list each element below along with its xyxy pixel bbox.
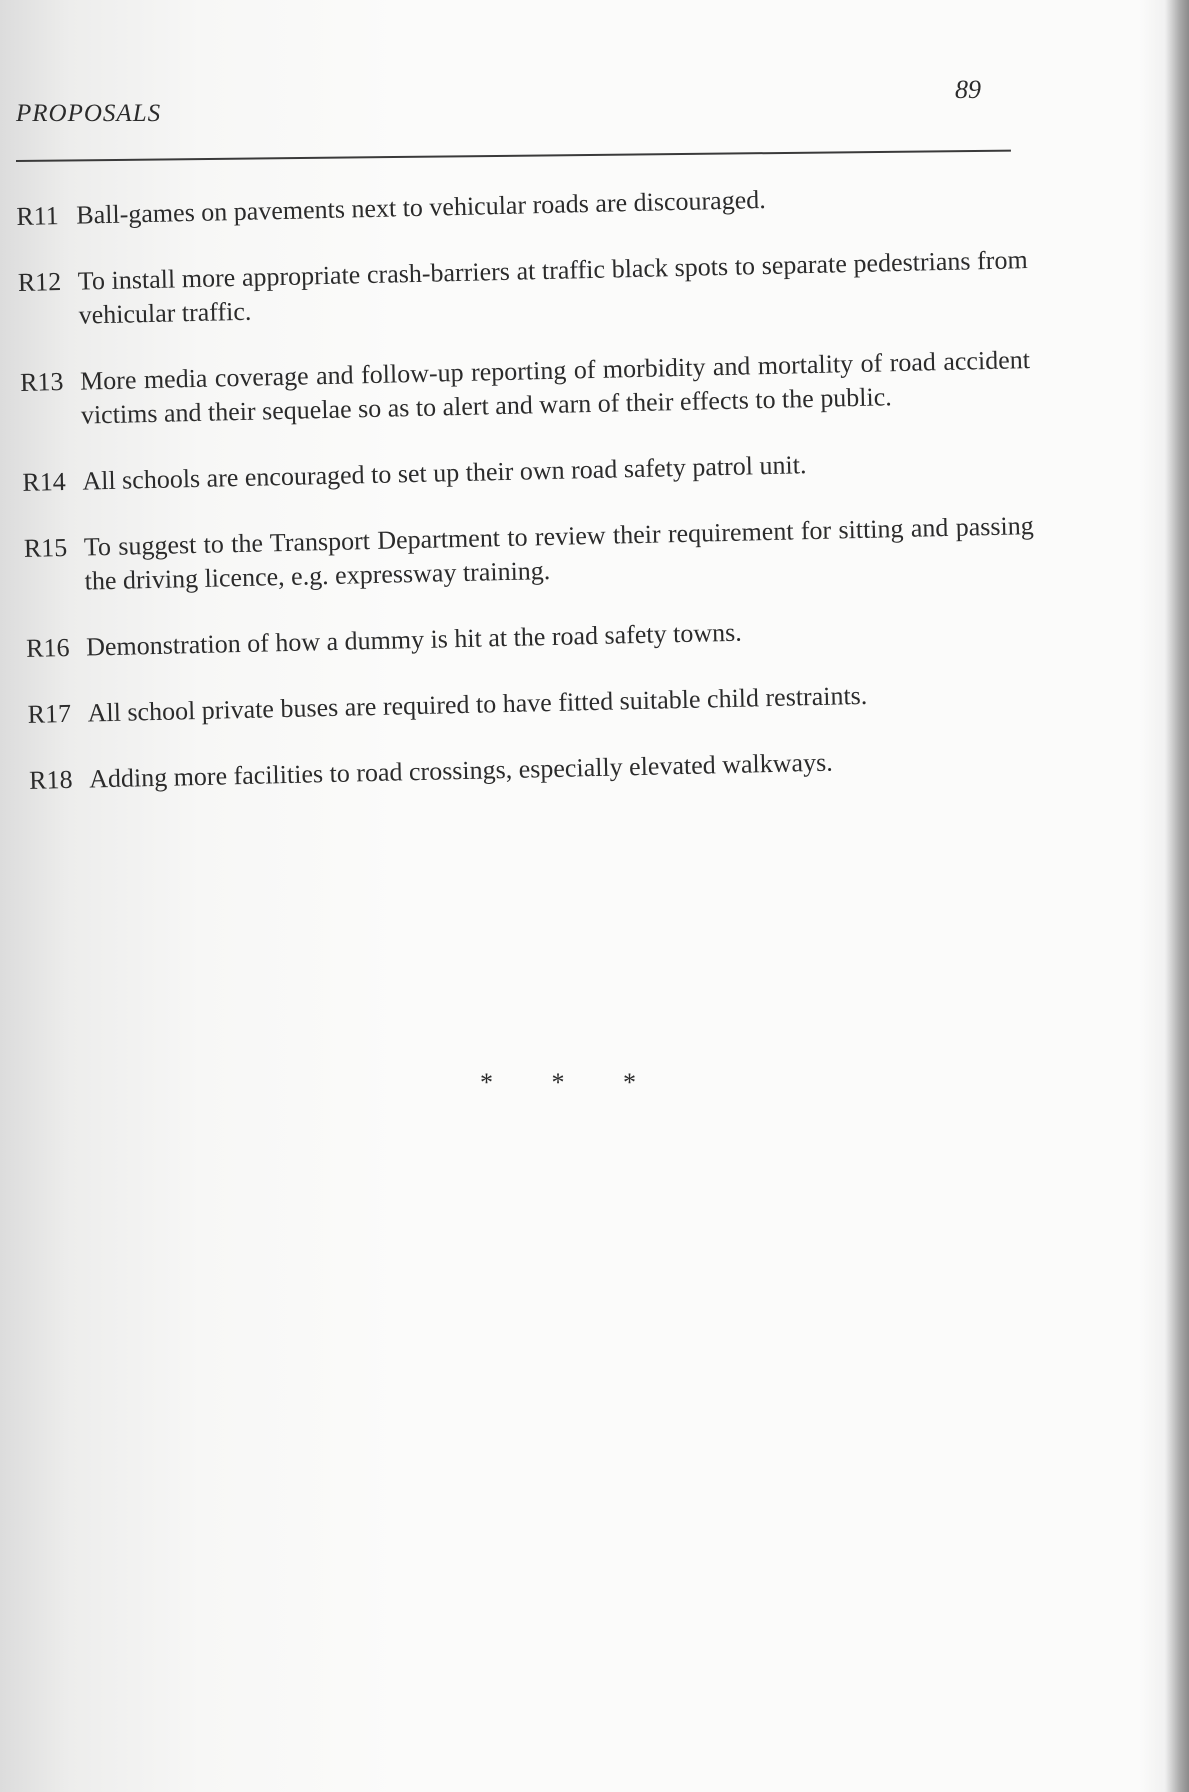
recommendation-id: R14: [22, 466, 67, 497]
header-rule: [16, 150, 1011, 162]
recommendation-item: [29, 740, 1060, 797]
recommendation-text: More media coverage and follow-up reporting of morbidity and mortality of road accident victims and their sequelae so as to alert and warn of their effects to the public.: [79, 345, 1031, 430]
running-head: PROPOSALS: [16, 100, 162, 127]
recommendation-item: [17, 243, 1048, 334]
recommendation-item: [27, 675, 1058, 732]
page-header: [16, 70, 1011, 170]
recommendation-text: All school private buses are required to have fitted suitable child restraints.: [87, 680, 868, 728]
recommendation-id: R17: [27, 698, 72, 729]
recommendation-list: [16, 177, 1060, 830]
recommendation-item: [22, 443, 1053, 500]
recommendation-text: Adding more facilities to road crossings, especially elevated walkways.: [88, 747, 833, 794]
recommendation-item: [26, 609, 1057, 666]
recommendation-text: To install more appropriate crash-barriers at traffic black spots to separate pedestrians from vehicular traffic.: [77, 245, 1028, 330]
recommendation-id: R18: [28, 764, 73, 795]
recommendation-item: [24, 509, 1055, 600]
page-number: 89: [955, 75, 981, 104]
recommendation-text: Ball-games on pavements next to vehicular roads are discouraged.: [76, 184, 766, 230]
recommendation-id: R13: [19, 366, 64, 397]
recommendation-text: To suggest to the Transport Department to review their requirement for sitting and passing the driving licence, e.g. expressway training.: [83, 510, 1034, 596]
recommendation-id: R11: [16, 201, 60, 231]
recommendation-text: Demonstration of how a dummy is hit at the road safety towns.: [85, 617, 742, 662]
recommendation-id: R16: [25, 632, 70, 663]
section-separator: * * *: [480, 1068, 662, 1097]
recommendation-text: All schools are encouraged to set up their own road safety patrol unit.: [82, 450, 807, 496]
recommendation-item: [20, 343, 1051, 434]
recommendation-id: R12: [17, 266, 62, 297]
recommendation-id: R15: [23, 532, 68, 563]
recommendation-item: [16, 177, 1047, 234]
